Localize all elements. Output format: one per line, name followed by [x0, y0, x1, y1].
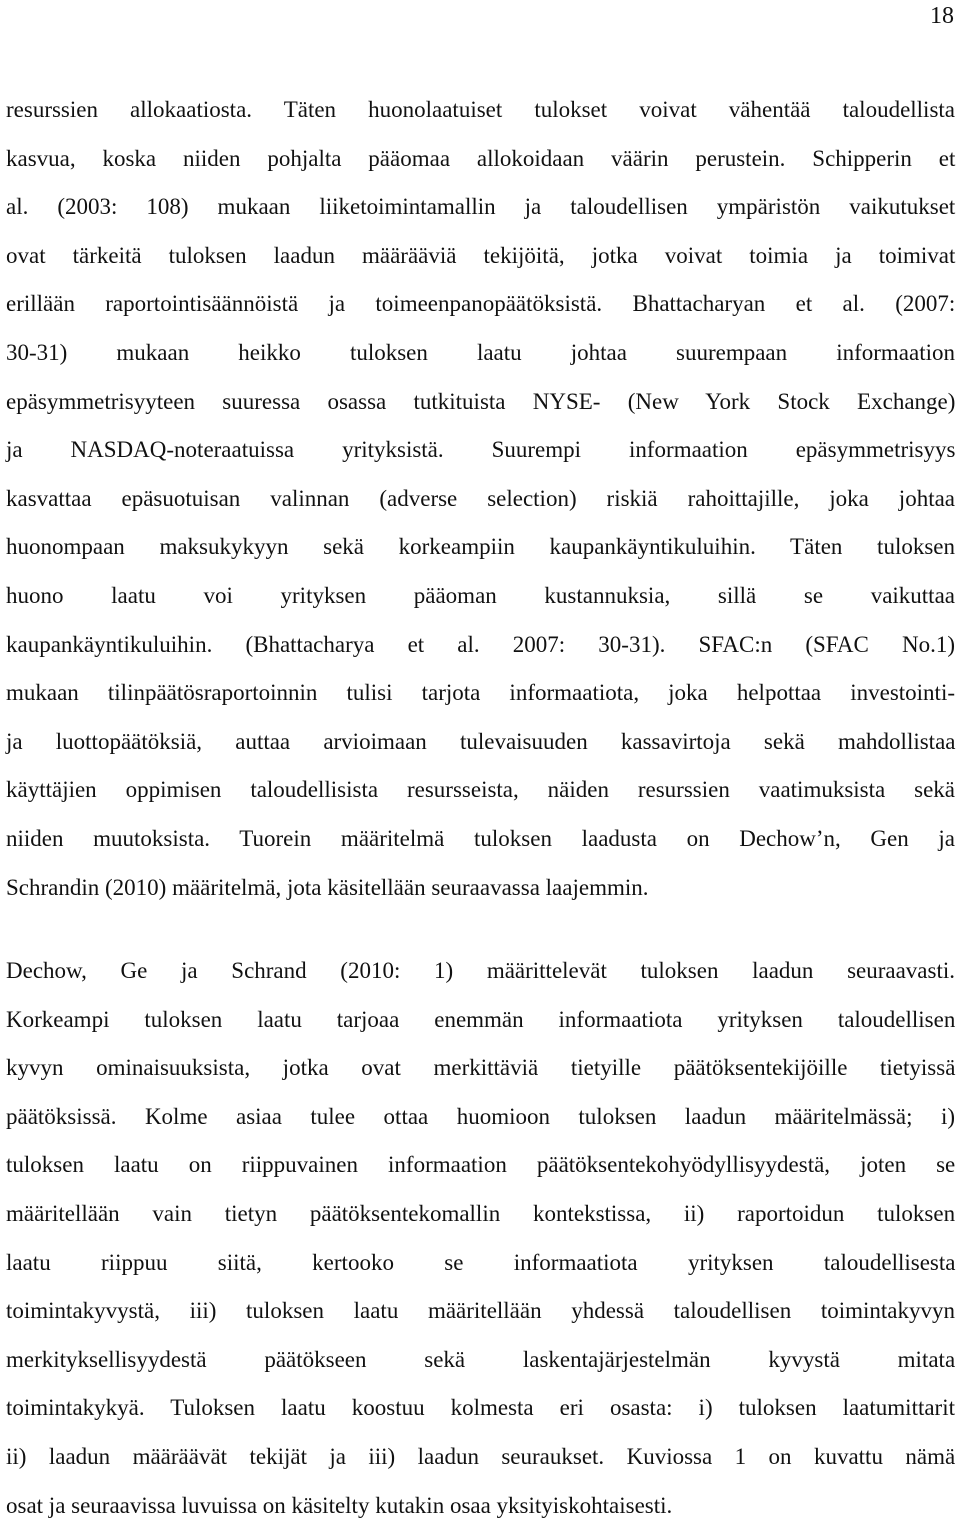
text-line: ii) laadun määräävät tekijät ja iii) laadun seuraukset. Kuviossa 1 on kuvattu nämä: [6, 1443, 956, 1469]
text-line: laatu riippuu siitä, kertooko se informaatiota yrityksen taloudellisesta: [6, 1249, 956, 1275]
text-line: osat ja seuraavissa luvuissa on käsitelty kutakin osaa yksityiskohtaisesti.: [6, 1492, 673, 1518]
text-line: kyvyn ominaisuuksista, jotka ovat merkittäviä tietyille päätöksentekijöille tietyissä: [6, 1055, 956, 1081]
text-line: kasvattaa epäsuotuisan valinnan (adverse selection) riskiä rahoittajille, joka johtaa: [6, 485, 955, 511]
text-line: kasvua, koska niiden pohjalta pääomaa allokoidaan väärin perustein. Schipperin et: [6, 145, 956, 171]
text-line: toimintakykyä. Tuloksen laatu koostuu kolmesta eri osasta: i) tuloksen laatumittarit: [6, 1395, 955, 1421]
text-line: 30-31) mukaan heikko tuloksen laatu johtaa suurempaan informaation: [6, 339, 955, 365]
text-line: Korkeampi tuloksen laatu tarjoaa enemmän informaatiota yrityksen taloudellisen: [6, 1006, 956, 1032]
text-line: ja NASDAQ-noteraatuissa yrityksistä. Suurempi informaation epäsymmetrisyys: [6, 437, 956, 463]
text-line: käyttäjien oppimisen taloudellisista resursseista, näiden resurssien vaatimuksista sekä: [6, 777, 955, 803]
text-line: al. (2003: 108) mukaan liiketoimintamallin ja taloudellisen ympäristön vaikutukset: [6, 194, 956, 220]
paragraph-1: [6, 86, 955, 912]
text-line: resurssien allokaatiosta. Täten huonolaatuiset tulokset voivat vähentää taloudellista: [6, 97, 955, 122]
text-line: huono laatu voi yrityksen pääoman kustannuksia, sillä se vaikuttaa: [6, 582, 955, 608]
text-line: mukaan tilinpäätösraportoinnin tulisi tarjota informaatiota, joka helpottaa investointi-: [6, 680, 955, 706]
text-line: Dechow, Ge ja Schrand (2010: 1) määrittelevät tuloksen laadun seuraavasti.: [6, 958, 955, 983]
text-line: niiden muutoksista. Tuorein määritelmä tuloksen laadusta on Dechow’n, Gen ja: [6, 825, 955, 851]
paragraph-2: [6, 947, 955, 1530]
text-line: kaupankäyntikuluihin. (Bhattacharya et al. 2007: 30-31). SFAC:n (SFAC No.1): [6, 631, 955, 657]
text-line: Schrandin (2010) määritelmä, jota käsitellään seuraavassa laajemmin.: [6, 874, 649, 900]
page-number: 18: [930, 3, 954, 29]
text-line: määritellään vain tietyn päätöksentekomallin kontekstissa, ii) raportoidun tuloksen: [6, 1200, 956, 1226]
text-line: huonompaan maksukykyyn sekä korkeampiin kaupankäyntikuluihin. Täten tuloksen: [6, 534, 955, 560]
text-line: epäsymmetrisyyteen suuressa osassa tutkituista NYSE- (New York Stock Exchange): [6, 388, 956, 414]
text-line: ja luottopäätöksiä, auttaa arvioimaan tulevaisuuden kassavirtoja sekä mahdollistaa: [6, 728, 956, 754]
text-line: ovat tärkeitä tuloksen laadun määrääviä tekijöitä, jotka voivat toimia ja toimivat: [6, 242, 956, 268]
text-line: erillään raportointisäännöistä ja toimeenpanopäätöksistä. Bhattacharyan et al. (2007:: [6, 291, 956, 317]
text-line: toimintakyvystä, iii) tuloksen laatu määritellään yhdessä taloudellisen toimintakyvyn: [6, 1298, 955, 1324]
text-line: päätöksissä. Kolme asiaa tulee ottaa huomioon tuloksen laadun määritelmässä; i): [6, 1103, 955, 1129]
text-line: merkityksellisyydestä päätökseen sekä laskentajärjestelmän kyvystä mitata: [6, 1346, 956, 1372]
text-line: tuloksen laatu on riippuvainen informaation päätöksentekohyödyllisyydestä, joten se: [6, 1152, 956, 1178]
